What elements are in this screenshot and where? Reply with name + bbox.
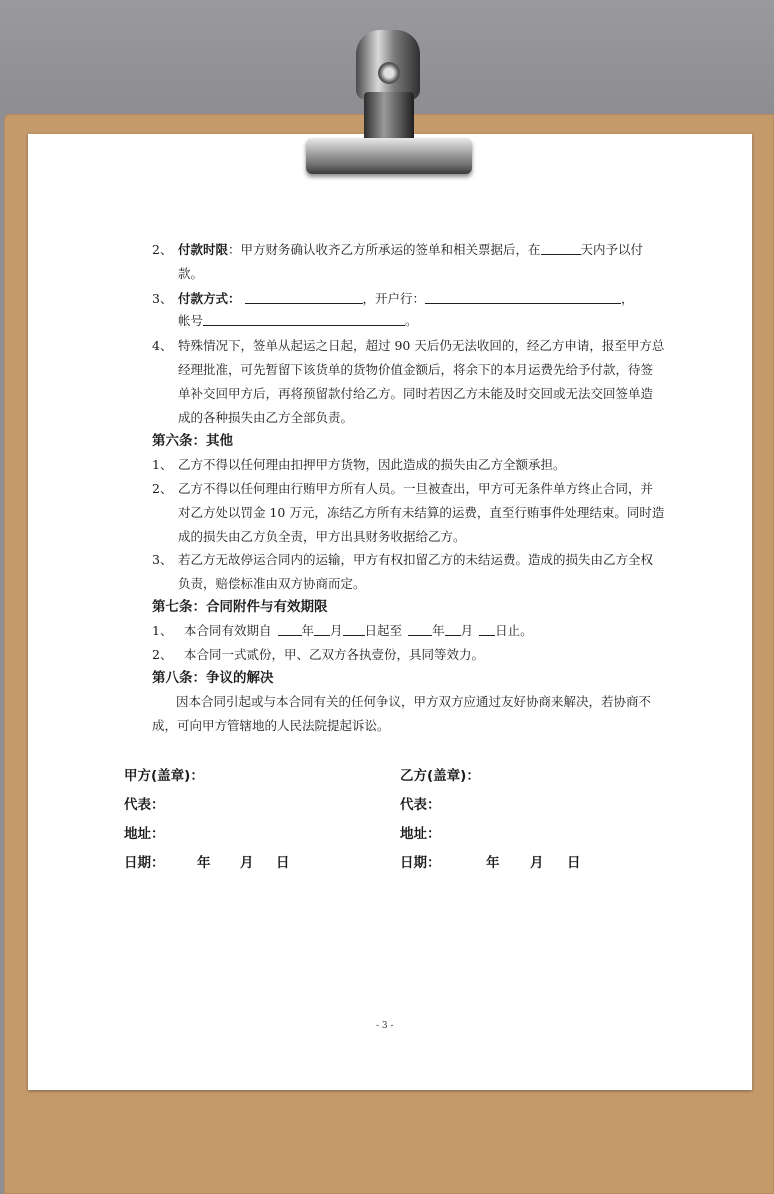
clause-text: 日起至	[364, 623, 403, 638]
date-month-unit: 月	[530, 855, 544, 871]
clause-text: 天内予以付	[580, 242, 644, 257]
clause-label: 付款时限	[178, 242, 229, 257]
date-unit: 年	[301, 623, 315, 638]
blank-field	[278, 623, 302, 636]
clause-number: 1、	[152, 623, 173, 638]
date-unit: 月	[330, 623, 343, 638]
article-heading: 第八条：争议的解决	[152, 670, 274, 686]
clause-text: 本合同有效期自	[184, 623, 272, 638]
clause-label: 付款方式：	[178, 291, 241, 306]
blank-field	[203, 313, 405, 326]
clause-payment-time	[178, 242, 643, 258]
date-day-unit: 日	[276, 855, 290, 871]
date-unit: 年	[432, 623, 445, 638]
party-a-rep-label: 代表：	[124, 797, 165, 813]
blank-field	[541, 242, 581, 255]
punctuation: 。	[405, 313, 418, 328]
clause-text: 对乙方处以罚金 10 万元，冻结乙方所有未结算的运费，直至行贿事件处理结束。同时造	[178, 505, 665, 520]
party-b-rep-label: 代表：	[400, 797, 441, 813]
party-a-address-label: 地址：	[124, 826, 165, 842]
clause-number: 2、	[152, 481, 173, 496]
article-heading: 第六条：其他	[152, 433, 233, 449]
party-a-date-label: 日期：	[124, 855, 165, 871]
validity-clause	[184, 623, 533, 639]
page-number: - 3 -	[376, 1021, 394, 1031]
clause-text: 因本合同引起或与本合同有关的任何争议，甲方双方应通过友好协商来解决，若协商不	[176, 694, 652, 709]
clause-text: 若乙方无故停运合同内的运输，甲方有权扣留乙方的未结运费。造成的损失由乙方全权	[178, 552, 654, 567]
clause-text: 负责，赔偿标准由双方协商而定。	[178, 576, 366, 591]
account-label: 帐号	[178, 313, 204, 328]
blank-field	[425, 291, 621, 304]
clause-text: 日止。	[495, 623, 533, 638]
clause-text: 经理批准，可先暂留下该货单的货物价值金额后，将余下的本月运费先给予付款，待签	[178, 362, 654, 377]
date-unit: 月	[460, 623, 474, 638]
date-year-unit: 年	[486, 855, 500, 871]
clause-number: 1、	[152, 457, 173, 472]
account-line	[178, 313, 418, 329]
blank-field	[343, 623, 365, 636]
date-month-unit: 月	[240, 855, 254, 871]
clause-text: 乙方不得以任何理由扣押甲方货物，因此造成的损失由乙方全额承担。	[178, 457, 566, 472]
date-day-unit: 日	[567, 855, 581, 871]
clause-number: 3、	[152, 291, 173, 306]
clause-text: 款。	[178, 266, 204, 281]
article-heading: 第七条：合同附件与有效期限	[152, 599, 328, 615]
clause-text: 成的各种损失由乙方全部负责。	[178, 410, 354, 425]
blank-field	[314, 623, 330, 636]
clause-text: 乙方不得以任何理由行贿甲方所有人员。一旦被查出，甲方可无条件单方终止合同，并	[178, 481, 654, 496]
clause-payment-method	[178, 291, 634, 307]
party-b-seal-label: 乙方(盖章)：	[400, 768, 480, 784]
clause-number: 2、	[152, 647, 173, 662]
clause-text: 成，可向甲方管辖地的人民法院提起诉讼。	[152, 718, 390, 733]
date-year-unit: 年	[197, 855, 211, 871]
blank-field	[408, 623, 432, 636]
bank-label: ，开户行：	[362, 291, 426, 306]
party-b-date-label: 日期：	[400, 855, 441, 871]
clause-number: 4、	[152, 338, 173, 353]
blank-field	[445, 623, 461, 636]
blank-field	[245, 291, 363, 304]
clause-number: 3、	[152, 552, 173, 567]
clause-text: 单补交回甲方后，再将预留款付给乙方。同时若因乙方未能及时交回或无法交回签单造	[178, 386, 654, 401]
punctuation: ，	[621, 291, 634, 306]
clause-text: 本合同一式贰份，甲、乙双方各执壹份，具同等效力。	[184, 647, 485, 662]
clause-number: 2、	[152, 242, 173, 257]
party-a-seal-label: 甲方(盖章)：	[124, 768, 204, 784]
clause-text: ：甲方财务确认收齐乙方所承运的签单和相关票据后，在	[228, 242, 541, 257]
clause-text: 特殊情况下，签单从起运之日起，超过 90 天后仍无法收回的，经乙方申请，报至甲方总	[178, 338, 665, 353]
blank-field	[479, 623, 495, 636]
clause-text: 成的损失由乙方负全责，甲方出具财务收据给乙方。	[178, 529, 466, 544]
party-b-address-label: 地址：	[400, 826, 441, 842]
